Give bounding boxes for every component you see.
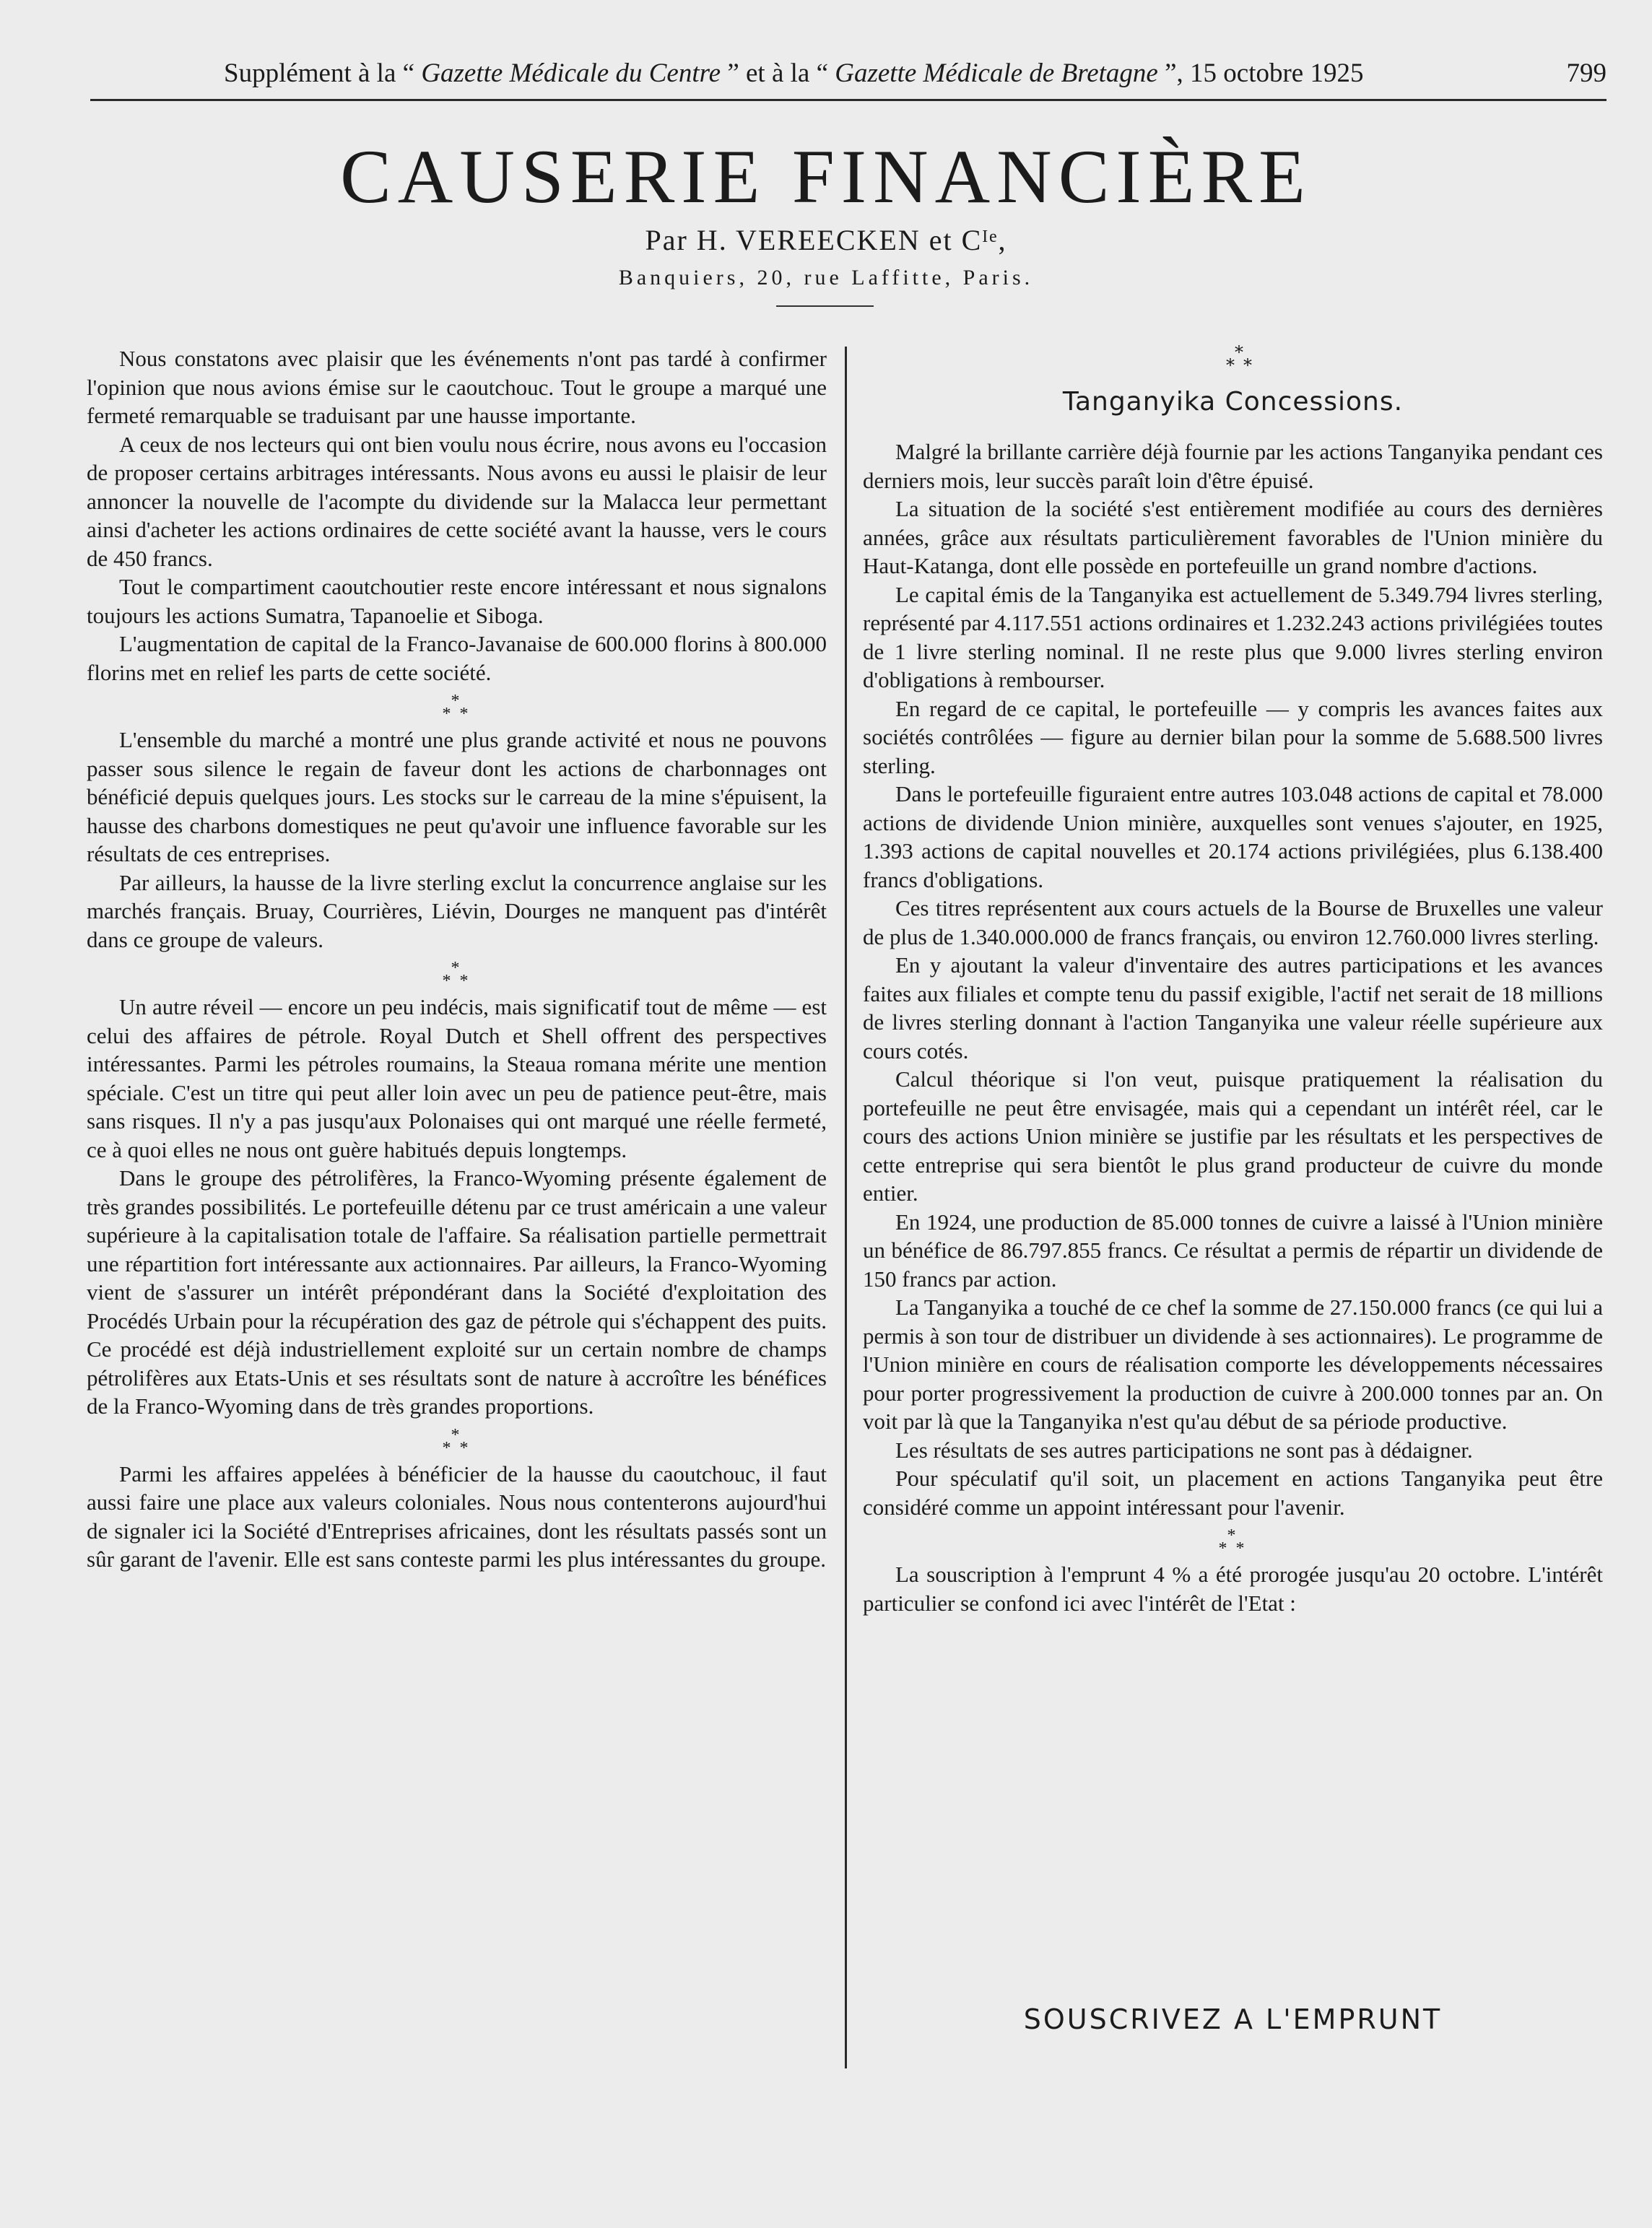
paragraph: Nous constatons avec plaisir que les événements n'ont pas tardé à confirmer l'opinion que nous avions émise sur le caoutchouc. Tout le groupe a marqué une fermeté remarquable se traduisant par une hausse importante. bbox=[87, 346, 827, 428]
paragraph: La situation de la société s'est entièrement modifiée au cours des dernières années, grâce aux résultats particulièrement favorables de l'Union minière du Haut-Katanga, dont elle possède en portefeuille un grand nombre d'actions. bbox=[863, 496, 1603, 578]
section-caoutchouc bbox=[87, 344, 827, 687]
paragraph: L'augmentation de capital de la Franco-Javanaise de 600.000 florins à 800.000 florins met en relief les parts de cette société. bbox=[87, 631, 827, 685]
section-title-tanganyika: Tanganyika Concessions. bbox=[1062, 387, 1404, 417]
paragraph: Calcul théorique si l'on veut, puisque pratiquement la réalisation du portefeuille ne peut être envisagée, mais qui a cependant un intérêt réel, car le cours des actions Union minière se justifie par les résultats et les perspectives de cette entreprise qui sera bientôt le plus grand producteur de cuivre du monde entier. bbox=[863, 1066, 1603, 1206]
paragraph: Pour spéculatif qu'il soit, un placement en actions Tanganyika peut être considéré comme un appoint intéressant pour l'avenir. bbox=[863, 1466, 1603, 1520]
asterism-divider: * * * bbox=[1218, 1526, 1245, 1558]
header-rule bbox=[90, 99, 1607, 101]
paragraph: Malgré la brillante carrière déjà fournie par les actions Tanganyika pendant ces derniers mois, leur succès paraît loin d'être épuisé. bbox=[863, 439, 1603, 493]
asterism-divider: * * * bbox=[1226, 342, 1252, 375]
byline-rule bbox=[776, 305, 874, 307]
paragraph: La Tanganyika a touché de ce chef la somme de 27.150.000 francs (ce qui lui a permis à son tour de distribuer un dividende à ses actionnaires). Le programme de l'Union minière en cours de réalisation comporte les développements nécessaires pour porter progressivement la production de cuivre à 200.000 tonnes par an. On voit par là que la Tanganyika n'est qu'au début de sa période productive. bbox=[863, 1294, 1603, 1434]
paragraph: En 1924, une production de 85.000 tonnes de cuivre a laissé à l'Union minière un bénéfice de 86.797.855 francs. Ce résultat a permis de répartir un dividende de 150 francs par action. bbox=[863, 1209, 1603, 1292]
paragraph: En y ajoutant la valeur d'inventaire des autres participations et les avances faites aux filiales et compte tenu du passif exigible, l'actif net serait de 18 millions de livres sterling donnant à l'action Tanganyika une valeur réelle supérieure aux cours cotés. bbox=[863, 952, 1603, 1063]
emprunt-paragraph: La souscription à l'emprunt 4 % a été prorogée jusqu'au 20 octobre. L'intérêt particulier se confond ici avec l'intérêt de l'Etat : bbox=[863, 1562, 1603, 1616]
paragraph: En regard de ce capital, le portefeuille — y compris les avances faites aux sociétés contrôlées — figure au dernier bilan pour la somme de 5.688.500 livres sterling. bbox=[863, 695, 1603, 778]
paragraph: Parmi les affaires appelées à bénéficier de la hausse du caoutchouc, il faut aussi faire une place aux valeurs coloniales. Nous nous contenterons aujourd'hui de signaler ici la Société d'Entreprises africaines, dont les résultats passés sont un sûr garant de l'avenir. Elle est sans conteste parmi les plus intéressantes du groupe. bbox=[87, 1461, 827, 1572]
paragraph: Les résultats de ses autres participations ne sont pas à dédaigner. bbox=[895, 1437, 1473, 1463]
column-divider bbox=[845, 347, 847, 2068]
journal-name-bretagne: Gazette Médicale de Bretagne bbox=[835, 58, 1158, 88]
paragraph: Ces titres représentent aux cours actuels de la Bourse de Bruxelles une valeur de plus de 1.340.000.000 de francs français, ou environ 12.760.000 livres sterling. bbox=[863, 895, 1603, 949]
left-column bbox=[87, 344, 827, 1574]
asterism-divider: * * * bbox=[442, 1425, 469, 1458]
paragraph: Le capital émis de la Tanganyika est actuellement de 5.349.794 livres sterling, représenté par 4.117.551 actions ordinaires et 1.232.243 actions privilégiées toutes de 1 livre sterling nominal. Il ne reste plus que 9.000 livres sterling environ d'obligations à rembourser. bbox=[863, 581, 1603, 692]
asterism-divider: * * * bbox=[442, 959, 469, 991]
paragraph: Dans le portefeuille figuraient entre autres 103.048 actions de capital et 78.000 actions de dividende Union minière, auxquelles sont venues s'ajouter, en 1925, 1.393 actions de capital nouvelles et 20.174 actions privilégiées, plus 6.138.400 francs d'obligations. bbox=[863, 781, 1603, 892]
page-number: 799 bbox=[1566, 58, 1607, 88]
byline: Par H. VEREECKEN et Cᴵᵉ, bbox=[645, 224, 1007, 256]
section-charbonnages bbox=[87, 726, 827, 954]
address-line: Banquiers, 20, rue Laffitte, Paris. bbox=[618, 266, 1034, 290]
closing-slogan: SOUSCRIVEZ A L'EMPRUNT bbox=[1023, 2003, 1443, 2035]
paragraph: L'ensemble du marché a montré une plus grande activité et nous ne pouvons passer sous silence le regain de faveur dont les actions de charbonnages ont bénéficié depuis quelques jours. Les stocks sur le carreau de la mine s'épuisent, la hausse des charbons domestiques ne peut qu'avoir une influence favorable sur les résultats de ces entreprises. bbox=[87, 727, 827, 866]
section-coloniales bbox=[87, 1460, 827, 1574]
journal-name-centre: Gazette Médicale du Centre bbox=[421, 58, 721, 88]
paragraph: Par ailleurs, la hausse de la livre sterling exclut la concurrence anglaise sur les marchés français. Bruay, Courrières, Liévin, Dourges ne manquent pas d'intérêt dans ce groupe de valeurs. bbox=[87, 869, 827, 952]
asterism-divider: * * * bbox=[442, 692, 469, 723]
running-head bbox=[90, 52, 1607, 95]
paragraph: Tout le compartiment caoutchoutier reste encore intéressant et nous signalons toujours les actions Sumatra, Tapanoelie et Siboga. bbox=[87, 574, 827, 628]
right-column bbox=[863, 438, 1603, 1617]
running-head-text: Supplément à la “ Gazette Médicale du Centre ” et à la “ Gazette Médicale de Bretagne ”, 15 octobre 1925 bbox=[224, 58, 1364, 88]
article-title: CAUSERIE FINANCIÈRE bbox=[340, 134, 1312, 219]
section-petrole bbox=[87, 993, 827, 1421]
paragraph: Dans le groupe des pétrolifères, la Franco-Wyoming présente également de très grandes possibilités. Le portefeuille détenu par ce trust américain a une valeur supérieure à la capitalisation totale de l'affaire. Sa réalisation partielle permettrait une répartition fort intéressante aux actionnaires. Par ailleurs, la Franco-Wyoming vient de s'assurer un intérêt prépondérant dans la Société d'exploitation des Procédés Urbain pour la récupération des gaz de pétrole qui s'échappent des puits. Ce procédé est déjà industriellement exploité sur un certain nombre de champs pétrolifères aux Etats-Unis et ses résultats sont de nature à accroître les bénéfices de la Franco-Wyoming dans de très grandes proportions. bbox=[87, 1165, 827, 1419]
paragraph: Un autre réveil — encore un peu indécis, mais significatif tout de même — est celui des affaires de pétrole. Royal Dutch et Shell offrent des perspectives intéressantes. Parmi les pétroles roumains, la Steaua romana mérite une mention spéciale. C'est un titre qui peut aller loin avec un peu de patience peut-être, mais sans risques. Il n'y a pas jusqu'aux Polonaises qui ont marqué une réelle fermeté, ce à quoi elles ne nous ont guère habitués depuis longtemps. bbox=[87, 994, 827, 1162]
paragraph: A ceux de nos lecteurs qui ont bien voulu nous écrire, nous avons eu l'occasion de proposer certains arbitrages intéressants. Nous avons eu aussi le plaisir de leur annoncer la nouvelle de l'acompte du dividende sur la Malacca leur permettant ainsi d'acheter les actions ordinaires de cette société avant la hausse, vers le cours de 450 francs. bbox=[87, 431, 827, 571]
